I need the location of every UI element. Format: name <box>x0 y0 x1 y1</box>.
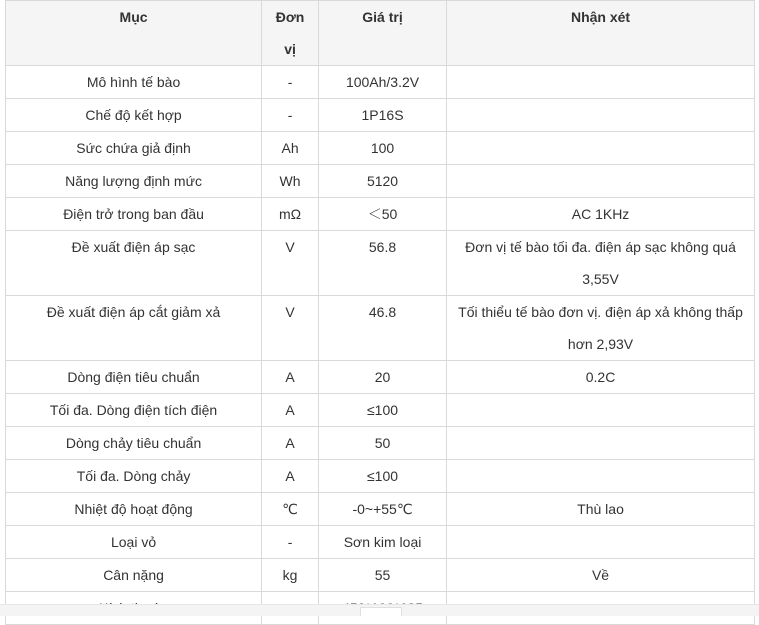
cell-item: Cân nặng <box>6 559 262 592</box>
cell-item: Năng lượng định mức <box>6 165 262 198</box>
cell-unit: A <box>262 460 319 493</box>
cell-note: Về <box>447 559 755 592</box>
cell-note: 0.2C <box>447 361 755 394</box>
cell-note: AC 1KHz <box>447 198 755 231</box>
table-row <box>6 198 755 231</box>
table-row <box>6 231 755 296</box>
table-row <box>6 296 755 361</box>
cell-unit: A <box>262 361 319 394</box>
cell-value: 1P16S <box>319 99 447 132</box>
cell-unit: mΩ <box>262 198 319 231</box>
cell-unit: V <box>262 231 319 296</box>
table-row <box>6 394 755 427</box>
table-row <box>6 493 755 526</box>
cell-item: Sức chứa giả định <box>6 132 262 165</box>
cell-unit: Wh <box>262 165 319 198</box>
cell-value: 100 <box>319 132 447 165</box>
header-value: Giá trị <box>319 1 447 66</box>
cell-note <box>447 165 755 198</box>
cell-note: Đơn vị tế bào tối đa. điện áp sạc không quá 3,55V <box>447 231 755 296</box>
cell-unit: - <box>262 526 319 559</box>
cell-value: 100Ah/3.2V <box>319 66 447 99</box>
cell-unit: Ah <box>262 132 319 165</box>
cell-note <box>447 394 755 427</box>
table-row <box>6 361 755 394</box>
cell-item: Điện trở trong ban đầu <box>6 198 262 231</box>
cell-unit: - <box>262 99 319 132</box>
cell-item: Dòng điện tiêu chuẩn <box>6 361 262 394</box>
cell-item: Dòng chảy tiêu chuẩn <box>6 427 262 460</box>
cell-note <box>447 132 755 165</box>
cell-note <box>447 66 755 99</box>
cell-note <box>447 427 755 460</box>
table-row <box>6 526 755 559</box>
header-item: Mục <box>6 1 262 66</box>
cell-unit: kg <box>262 559 319 592</box>
cell-value: 46.8 <box>319 296 447 361</box>
cell-value: 20 <box>319 361 447 394</box>
cell-item: Mô hình tế bào <box>6 66 262 99</box>
header-unit: Đơn vị <box>262 1 319 66</box>
cell-note <box>447 526 755 559</box>
cell-item: Đề xuất điện áp sạc <box>6 231 262 296</box>
cell-value: 56.8 <box>319 231 447 296</box>
cell-unit: A <box>262 394 319 427</box>
cell-value: -0~+55℃ <box>319 493 447 526</box>
cell-item: Loại vỏ <box>6 526 262 559</box>
table-row <box>6 165 755 198</box>
spec-table <box>5 0 755 625</box>
cell-item: Nhiệt độ hoạt động <box>6 493 262 526</box>
cell-unit: - <box>262 66 319 99</box>
cell-item: Chế độ kết hợp <box>6 99 262 132</box>
table-row <box>6 559 755 592</box>
table-row <box>6 99 755 132</box>
cell-note: Tối thiểu tế bào đơn vị. điện áp xả không thấp hơn 2,93V <box>447 296 755 361</box>
cell-note: Thù lao <box>447 493 755 526</box>
cell-value: ≤100 <box>319 394 447 427</box>
cell-value: 5120 <box>319 165 447 198</box>
cell-unit: V <box>262 296 319 361</box>
cell-item: Tối đa. Dòng chảy <box>6 460 262 493</box>
cell-item: Đề xuất điện áp cắt giảm xả <box>6 296 262 361</box>
table-row <box>6 427 755 460</box>
cell-value: 55 <box>319 559 447 592</box>
table-row <box>6 66 755 99</box>
cell-value: ≤100 <box>319 460 447 493</box>
cell-value: ＜50 <box>319 198 447 231</box>
header-note: Nhận xét <box>447 1 755 66</box>
cell-note <box>447 460 755 493</box>
cell-value: Sơn kim loại <box>319 526 447 559</box>
cell-unit: A <box>262 427 319 460</box>
header-row <box>6 1 755 66</box>
cell-item: Tối đa. Dòng điện tích điện <box>6 394 262 427</box>
table-row <box>6 132 755 165</box>
cell-value: 50 <box>319 427 447 460</box>
table-row <box>6 460 755 493</box>
cell-unit: ℃ <box>262 493 319 526</box>
cell-note <box>447 99 755 132</box>
